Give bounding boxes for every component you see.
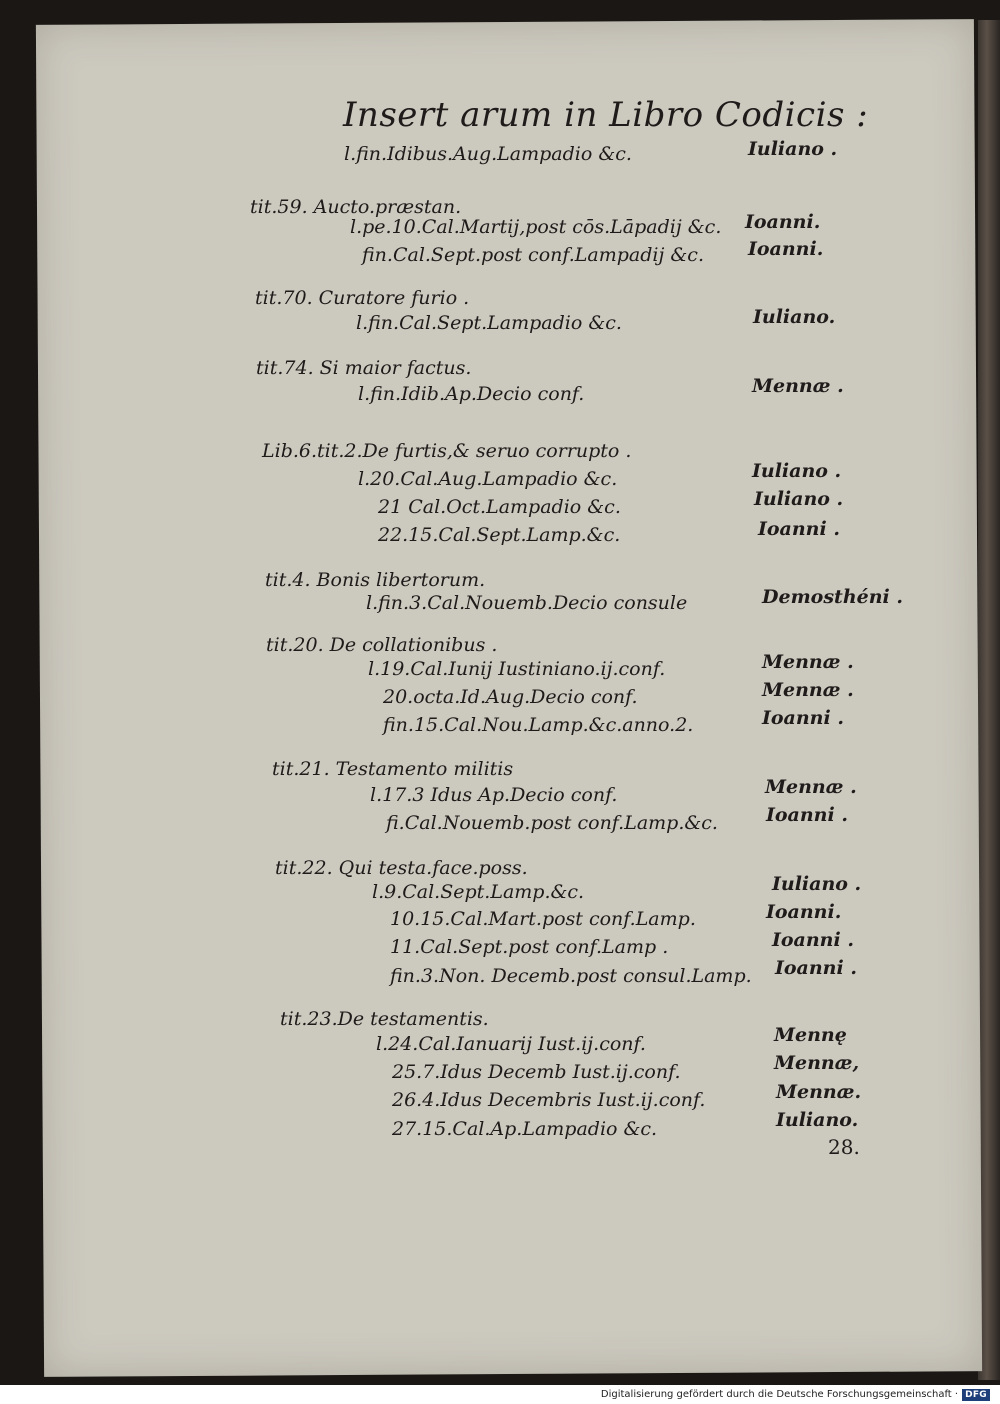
- entry-name: Demosthéni .: [762, 586, 903, 608]
- entry-name: Iuliano .: [754, 488, 844, 510]
- entry-name: Mennę: [774, 1024, 847, 1046]
- bleed-through: [262, 110, 272, 145]
- section-title: tit.20. De collationibus .: [266, 634, 498, 656]
- entry-name: Mennæ .: [752, 375, 844, 397]
- entry-name: Mennæ .: [765, 776, 857, 798]
- section-title: tit.21. Testamento militis: [272, 758, 514, 780]
- entry-text: l.24.Cal.Ianuarij Iust.ij.conf.: [376, 1033, 646, 1055]
- digitization-footer: [0, 1385, 1000, 1404]
- entry-name: Mennæ.: [776, 1081, 862, 1103]
- section-title: tit.23.De testamentis.: [280, 1008, 489, 1030]
- entry-text: 26.4.Idus Decembris Iust.ij.conf.: [392, 1089, 706, 1111]
- entry-name: Ioanni.: [766, 901, 842, 923]
- entry-text: l.fin.3.Cal.Nouemb.Decio consule: [366, 592, 688, 614]
- entry-name: Iuliano.: [753, 306, 836, 328]
- entry-text: 20.octa.Id.Aug.Decio conf.: [383, 686, 638, 708]
- entry-name: Iuliano .: [752, 460, 842, 482]
- entry-name: Iuliano.: [776, 1109, 859, 1131]
- entry-name: Mennæ .: [762, 679, 854, 701]
- entry-text: 25.7.Idus Decemb Iust.ij.conf.: [392, 1061, 681, 1083]
- entry-name: Ioanni .: [762, 707, 844, 729]
- entry-text: l.fin.Idibus.Aug.Lampadio &c.: [344, 143, 632, 165]
- page-number: 28.: [828, 1135, 860, 1159]
- section-title: tit.22. Qui testa.face.poss.: [275, 857, 528, 879]
- entry-name: Ioanni.: [745, 211, 821, 233]
- entry-name: Mennæ,: [774, 1052, 860, 1074]
- entry-text: fin.15.Cal.Nou.Lamp.&c.anno.2.: [383, 714, 694, 736]
- entry-text: l.pe.10.Cal.Martij,post cōs.Lāpadij &c.: [350, 216, 722, 238]
- dfg-logo: DFG: [962, 1389, 990, 1401]
- section-title: tit.59. Aucto.præstan.: [250, 196, 462, 218]
- entry-text: l.20.Cal.Aug.Lampadio &c.: [358, 468, 618, 490]
- section-title: tit.74. Si maior factus.: [256, 357, 472, 379]
- entry-name: Ioanni .: [775, 957, 857, 979]
- entry-name: Ioanni .: [772, 929, 854, 951]
- section-title: Lib.6.tit.2.De furtis,& seruo corrupto .: [262, 440, 632, 462]
- entry-text: fin.3.Non. Decemb.post consul.Lamp.: [390, 965, 752, 987]
- entry-text: l.fin.Idib.Ap.Decio conf.: [358, 383, 585, 405]
- entry-text: 27.15.Cal.Ap.Lampadio &c.: [392, 1118, 658, 1140]
- entry-text: l.9.Cal.Sept.Lamp.&c.: [372, 881, 585, 903]
- entry-name: Ioanni .: [766, 804, 848, 826]
- entry-text: 22.15.Cal.Sept.Lamp.&c.: [378, 524, 621, 546]
- entry-name: Iuliano .: [772, 873, 862, 895]
- entry-text: fi.Cal.Nouemb.post conf.Lamp.&c.: [386, 812, 718, 834]
- entry-name: Mennæ .: [762, 651, 854, 673]
- entry-name: Ioanni .: [758, 518, 840, 540]
- entry-name: Iuliano .: [748, 138, 838, 160]
- entry-name: Ioanni.: [748, 238, 824, 260]
- entry-text: l.19.Cal.Iunij Iustiniano.ij.conf.: [368, 658, 666, 680]
- entry-text: 10.15.Cal.Mart.post conf.Lamp.: [390, 908, 696, 930]
- entry-text: l.17.3 Idus Ap.Decio conf.: [370, 784, 618, 806]
- entry-text: 11.Cal.Sept.post conf.Lamp .: [390, 936, 669, 958]
- entry-text: fin.Cal.Sept.post conf.Lampadij &c.: [362, 244, 704, 266]
- footer-credit: Digitalisierung gefördert durch die Deutsche Forschungsgemeinschaft ·: [600, 1389, 959, 1400]
- book-edge: [978, 20, 1000, 1380]
- page-title: Insert arum in Libro Codicis :: [343, 95, 869, 135]
- section-title: tit.70. Curatore furio .: [255, 287, 470, 309]
- entry-text: l.fin.Cal.Sept.Lampadio &c.: [356, 312, 622, 334]
- section-title: tit.4. Bonis libertorum.: [265, 569, 486, 591]
- entry-text: 21 Cal.Oct.Lampadio &c.: [378, 496, 621, 518]
